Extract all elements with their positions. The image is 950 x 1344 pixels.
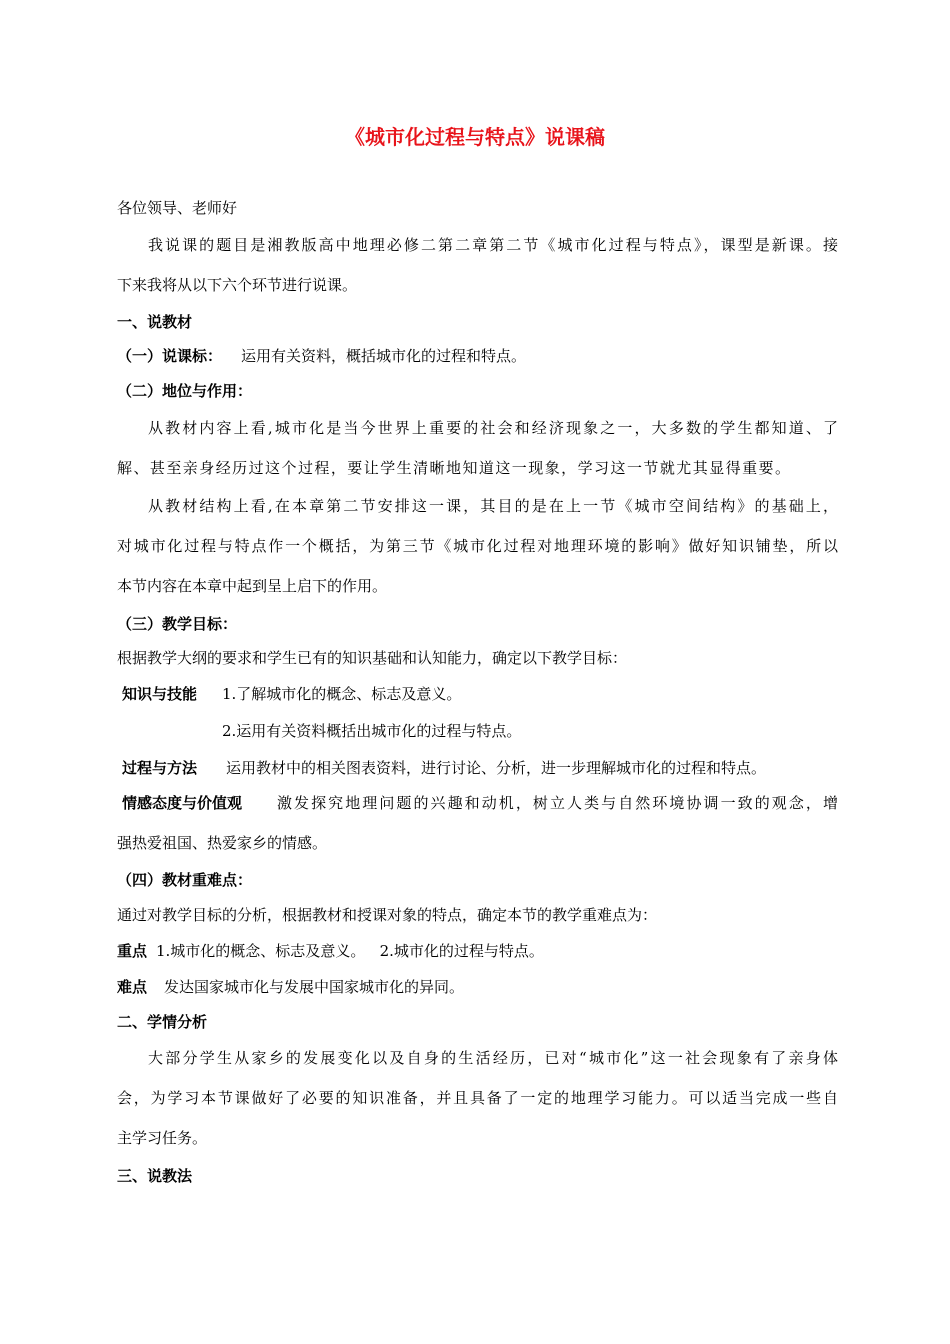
students-line-1: 大部分学生从家乡的发展变化以及自身的生活经历，已对“城市化”这一社会现象有了亲身体 (148, 1049, 838, 1067)
role-label: （二）地位与作用： (117, 382, 253, 400)
hard-text: 发达国家城市化与发展中国家城市化的异同。 (164, 978, 465, 996)
knowledge-item-1: 1.了解城市化的概念、标志及意义。 (222, 685, 462, 703)
process-text: 运用教材中的相关图表资料，进行讨论、分析，进一步理解城市化的过程和特点。 (226, 759, 767, 777)
role-p1-line-1: 从教材内容上看,城市化是当今世界上重要的社会和经济现象之一，大多数的学生都知道、了 (148, 419, 838, 437)
intro-line-2: 下来我将从以下六个环节进行说课。 (117, 276, 358, 294)
standard-label: （一）说课标： (117, 347, 223, 365)
intro-line-1: 我说课的题目是湘教版高中地理必修二第二章第二节《城市化过程与特点》，课型是新课。接 (148, 236, 838, 254)
goals-label: （三）教学目标： (117, 615, 238, 633)
role-p2-line-3: 本节内容在本章中起到呈上启下的作用。 (117, 577, 388, 595)
emotion-label: 情感态度与价值观 (122, 794, 243, 812)
section-heading-students: 二、学情分析 (117, 1013, 208, 1031)
standard-text: 运用有关资料，概括城市化的过程和特点。 (241, 347, 527, 365)
section-heading-textbook: 一、说教材 (117, 313, 193, 331)
knowledge-item-2: 2.运用有关资料概括出城市化的过程与特点。 (222, 722, 522, 740)
students-line-2: 会，为学习本节课做好了必要的知识准备，并且具备了一定的地理学习能力。可以适当完成一些自 (117, 1089, 838, 1107)
emotion-line-1: 激发探究地理问题的兴趣和动机，树立人类与自然环境协调一致的观念，增 (277, 794, 838, 812)
key-text: 1.城市化的概念、标志及意义。 2.城市化的过程与特点。 (156, 942, 544, 960)
greeting: 各位领导、老师好 (117, 199, 238, 217)
goals-intro: 根据教学大纲的要求和学生已有的知识基础和认知能力，确定以下教学目标： (117, 649, 628, 667)
keypoints-intro: 通过对教学目标的分析，根据教材和授课对象的特点，确定本节的教学重难点为： (117, 906, 658, 924)
keypoints-label: （四）教材重难点： (117, 871, 253, 889)
role-p2-line-2: 对城市化过程与特点作一个概括，为第三节《城市化过程对地理环境的影响》做好知识铺垫，所以 (117, 537, 838, 555)
students-line-3: 主学习任务。 (117, 1129, 208, 1147)
process-label: 过程与方法 (122, 759, 198, 777)
emotion-line-2: 强热爱祖国、热爱家乡的情感。 (117, 834, 328, 852)
hard-label: 难点 (117, 978, 148, 996)
knowledge-label: 知识与技能 (122, 685, 198, 703)
key-label: 重点 (117, 942, 148, 960)
role-p2-line-1: 从教材结构上看,在本章第二节安排这一课，其目的是在上一节《城市空间结构》的基础上， (148, 497, 838, 515)
role-p1-line-2: 解、甚至亲身经历过这个过程，要让学生清晰地知道这一现象，学习这一节就尤其显得重要。 (117, 459, 790, 477)
section-heading-method: 三、说教法 (117, 1167, 193, 1185)
document-title: 《城市化过程与特点》说课稿 (345, 125, 605, 149)
